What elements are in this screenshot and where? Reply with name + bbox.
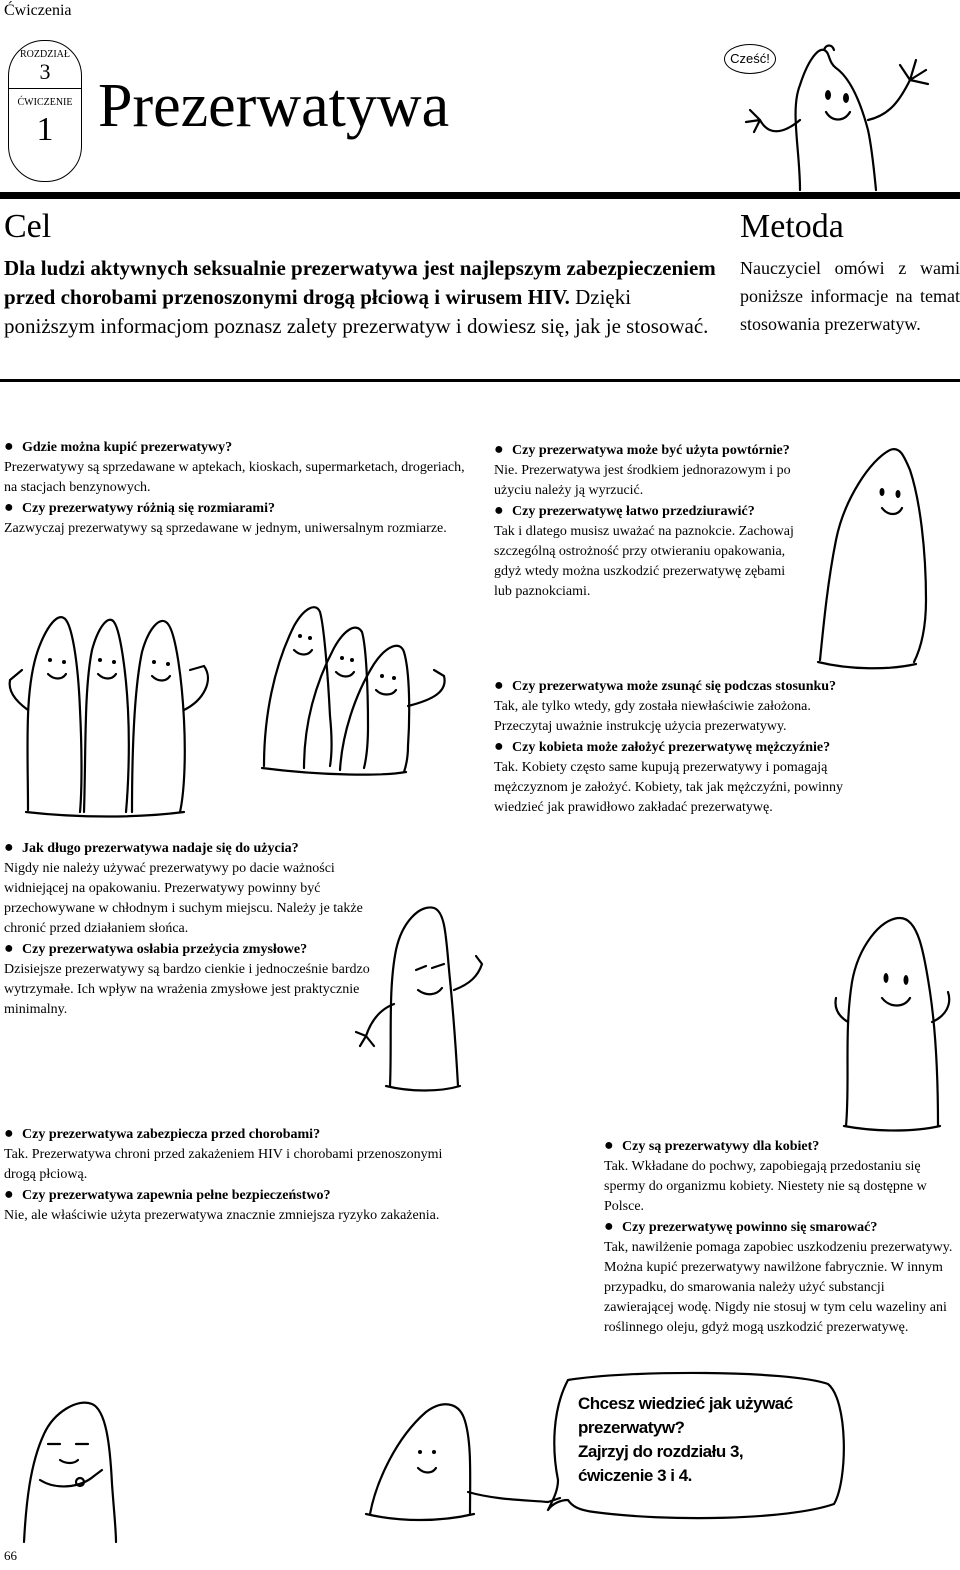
question: ● Czy prezerwatywę łatwo przedziurawić? (494, 501, 794, 522)
thumbs-up-condom-illustration (350, 900, 490, 1090)
answer: Nie. Prezerwatywa jest środkiem jednorazowym i po użyciu należy ją wyrzucić. (494, 463, 791, 498)
question: ● Gdzie można kupić prezerwatywy? (4, 437, 476, 458)
page-number: 66 (4, 1548, 17, 1563)
standing-condom-illustration (810, 440, 960, 670)
qa-block (604, 1136, 954, 1338)
answer: Tak i dlatego musisz uważać na paznokcie. Zachowaj szczególną ostrożność przy otwieraniu opakowania, gdyż wtedy można uszkodzić prezerwatywę zębami lub paznokciami. (494, 524, 794, 599)
qa-block (4, 1124, 474, 1226)
chapter-badge (8, 40, 82, 182)
section-rule (0, 379, 960, 382)
watch-condom-illustration (20, 1394, 136, 1542)
answer: Zazwyczaj prezerwatywy są sprzedawane w jednym, uniwersalnym rozmiarze. (4, 521, 447, 536)
question: ● Jak długo prezerwatywa nadaje się do użycia? (4, 838, 378, 859)
pointing-condom-illustration (330, 1392, 570, 1522)
answer: Dzisiejsze prezerwatywy są bardzo cienkie i jednocześnie bardzo wytrzymałe. Ich wpływ na wrażenia zmysłowe jest praktycznie minimalny. (4, 962, 370, 1017)
question: ● Czy są prezerwatywy dla kobiet? (604, 1136, 954, 1157)
chapter-label: ROZDZIAŁ (20, 49, 70, 60)
section-label: Ćwiczenia (4, 2, 72, 19)
exercise-label: ĆWICZENIE (17, 97, 73, 108)
cta-line-2: Zajrzyj do rozdziału 3, ćwiczenie 3 i 4. (578, 1442, 744, 1485)
cel-text (4, 254, 716, 341)
answer: Nigdy nie należy używać prezerwatywy po dacie ważności widniejącej na opakowaniu. Prezerwatywy powinny być przechowywane w chłodnym i suchym miejscu. Należy je także chronić przed działaniem słońca. (4, 861, 363, 936)
cta-text (578, 1392, 818, 1488)
badge-divider (9, 88, 81, 89)
answer: Nie, ale właściwie użyta prezerwatywa znacznie zmniejsza ryzyko zakażenia. (4, 1208, 440, 1223)
question: ● Czy kobieta może założyć prezerwatywę mężczyźnie? (494, 737, 844, 758)
leaning-condoms-illustration (244, 596, 460, 776)
question: ● Czy prezerwatywa może być użyta powtórnie? (494, 440, 794, 461)
answer: Tak. Wkładane do pochwy, zapobiegają przedostaniu się spermy do organizmu kobiety. Niestety nie są dostępne w Polsce. (604, 1159, 927, 1214)
question: ● Czy prezerwatywy różnią się rozmiarami? (4, 498, 476, 519)
qa-block (494, 440, 794, 602)
cel-heading: Cel (4, 208, 52, 245)
metoda-heading: Metoda (740, 208, 844, 245)
condom-group-illustration (8, 600, 226, 820)
cel-plain-text: Dzięki poniższym informacjom poznasz zalety prezerwatyw i dowiesz się, jak je stosować. (4, 285, 709, 338)
answer: Tak, ale tylko wtedy, gdy została niewłaściwie założona. Przeczytaj uważnie instrukcję użycia prezerwatywy. (494, 699, 811, 734)
cel-bold-text: Dla ludzi aktywnych seksualnie prezerwatywa jest najlepszym zabezpieczeniem przed chorobami przenoszonymi drogą płciową i wirusem HIV. (4, 256, 716, 309)
exercise-number: 1 (36, 111, 54, 148)
page-title: Prezerwatywa (98, 72, 450, 140)
answer: Tak. Prezerwatywa chroni przed zakażeniem HIV i chorobami przenoszonymi drogą płciową. (4, 1147, 443, 1182)
question: ● Czy prezerwatywę powinno się smarować? (604, 1217, 954, 1238)
answer: Tak. Kobiety często same kupują prezerwatywy i pomagają mężczyznom je założyć. Kobiety, tak jak mężczyźni, powinny wiedzieć jak prawidłowo zakładać prezerwatywę. (494, 760, 843, 815)
top-rule (0, 192, 960, 199)
metoda-text: Nauczyciel omówi z wami poniższe informacje na temat stosowania prezerwatyw. (740, 258, 960, 334)
chapter-number: 3 (39, 59, 51, 84)
cta-line-1: Chcesz wiedzieć jak używać prezerwatyw? (578, 1394, 793, 1437)
question: ● Czy prezerwatywa zabezpiecza przed chorobami? (4, 1124, 474, 1145)
answer: Tak, nawilżenie pomaga zapobiec uszkodzeniu prezerwatywy. Można kupić prezerwatywy nawilżone fabrycznie. W innym przypadku, do smarowania należy użyć substancji zawierającej wodę. Nigdy nie stosuj w tym celu wazeliny ani roślinnego oleju, gdyż mogą uszkodzić prezerwatywę. (604, 1240, 953, 1335)
question: ● Czy prezerwatywa osłabia przeżycia zmysłowe? (4, 939, 378, 960)
qa-block (4, 838, 378, 1020)
question: ● Czy prezerwatywa zapewnia pełne bezpieczeństwo? (4, 1185, 474, 1206)
qa-block (494, 676, 844, 818)
grinning-condom-illustration (826, 912, 960, 1130)
speech-bubble: Cześć! (724, 44, 776, 74)
qa-block (4, 437, 476, 539)
question: ● Czy prezerwatywa może zsunąć się podczas stosunku? (494, 676, 844, 697)
answer: Prezerwatywy są sprzedawane w aptekach, kioskach, supermarketach, drogeriach, na stacjach benzynowych. (4, 460, 465, 495)
